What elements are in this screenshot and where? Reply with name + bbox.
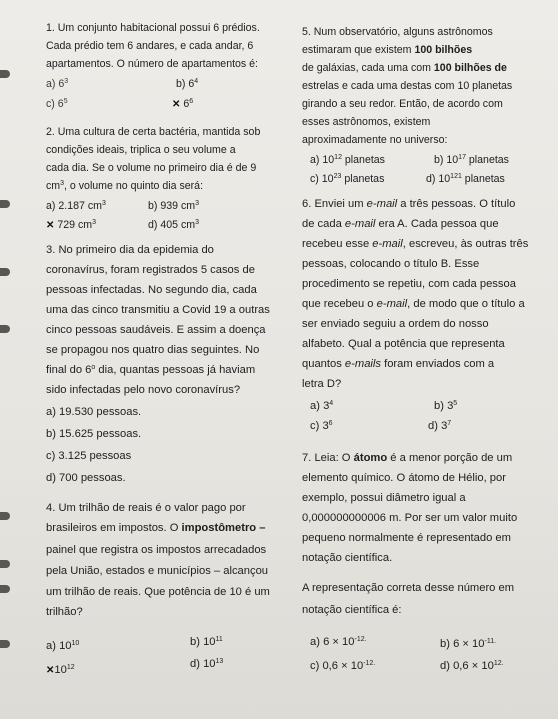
q6-line: recebeu esse e-mail, escreveu, às outras três (302, 238, 529, 250)
q7-line: elemento químico. O átomo de Hélio, por (302, 472, 506, 484)
q4-line: um trilhão de reais. Que potência de 10 é um (46, 586, 270, 598)
q7-option-d[interactable]: d) $0,6 \times 10^{12.}$ (440, 660, 504, 672)
q7-line: notação científica é: (302, 604, 402, 616)
q5-option-b[interactable]: b) $10^{17}$ planetas (434, 154, 509, 166)
q6-line: pessoas, colocando o título B. Esse (302, 258, 480, 270)
answer-check-mark: ✕ (46, 665, 55, 676)
q7-option-a[interactable]: a) $6 \times 10^{-12.}$ (310, 636, 367, 648)
q2-line: cada dia. Se o volume no primeiro dia é de 9 (46, 162, 257, 174)
q3-line: final do 6$^o$ dia, quantas pessoas já haviam (46, 364, 256, 376)
q4-option-a[interactable]: a) $10^{10}$ (46, 640, 80, 652)
q5-option-c[interactable]: c) $10^{23}$ planetas (310, 173, 385, 185)
q7-line: pequeno normalmente é representado em (302, 532, 511, 544)
q6-line: alfabeto. Qual a potência que representa (302, 338, 505, 350)
binder-hole (0, 585, 10, 593)
q6-line: ser enviado seguiu a ordem do nosso (302, 318, 489, 330)
q4-option-d[interactable]: d) $10^{13}$ (190, 658, 224, 670)
q4-option-c[interactable]: $✕10^{12}$ (46, 664, 75, 676)
q2-option-c[interactable]: ✕ 729 $cm^3$ (46, 219, 96, 231)
q5-line: aproximadamente no universo: (302, 134, 448, 146)
q5-option-d[interactable]: d) $10^{121}$ planetas (426, 173, 505, 185)
q1-option-c[interactable]: c) $6^5$ (46, 98, 68, 110)
q6-option-a[interactable]: a) $3^4$ (310, 400, 334, 412)
q4-line: pela União, estados e municípios – alcançou (46, 565, 269, 577)
q3-option-b[interactable]: b) 15.625 pessoas. (46, 428, 142, 440)
q2-line: condições ideais, triplica o seu volume a (46, 144, 236, 156)
q6-option-b[interactable]: b) $3^5$ (434, 400, 458, 412)
q5-option-a[interactable]: a) $10^{12}$ planetas (310, 154, 385, 166)
q4-line: brasileiros em impostos. O impostômetro – (46, 522, 266, 534)
q4-line: trilhão? (46, 606, 83, 618)
binder-holes (0, 0, 14, 719)
q1-option-a[interactable]: a) $6^3$ (46, 78, 69, 90)
q3-line: se propagou nos quatro dias seguintes. No (46, 344, 260, 356)
q7-line: notação científica. (302, 552, 393, 564)
q6-line: que recebeu o e-mail, de modo que o título a (302, 298, 525, 310)
q5-line: girando a seu redor. Então, de acordo com (302, 98, 503, 110)
binder-hole (0, 70, 10, 78)
q7-line: 0,000000000006 m. Por ser um valor muito (302, 512, 518, 524)
binder-hole (0, 268, 10, 276)
q6-option-d[interactable]: d) $3^7$ (428, 420, 452, 432)
q6-line: de cada e-mail era A. Cada pessoa que (302, 218, 499, 230)
q5-line: estimaram que existem 100 bilhões (302, 44, 473, 56)
q7-line: A representação correta desse número em (302, 582, 515, 594)
q2-option-a[interactable]: a) 2.187 $cm^3$ (46, 200, 106, 212)
q1-line: 1. Um conjunto habitacional possui 6 prédios. (46, 22, 260, 34)
q7-line: exemplo, possui diâmetro igual a (302, 492, 466, 504)
q3-option-c[interactable]: c) 3.125 pessoas (46, 450, 132, 462)
q3-line: uma das cinco transmitiu a Covid 19 a outras (46, 304, 270, 316)
q4-line: painel que registra os impostos arrecadados (46, 544, 267, 556)
q1-option-b[interactable]: b) $6^4$ (176, 78, 199, 90)
q2-option-d[interactable]: d) 405 $cm^3$ (148, 219, 200, 231)
binder-hole (0, 325, 10, 333)
q4-option-b[interactable]: b) $10^{11}$ (190, 636, 223, 648)
answer-check-mark: ✕ (46, 220, 55, 231)
answer-check-mark: ✕ (172, 99, 181, 110)
q2-line: $cm^3$, o volume no quinto dia será: (46, 180, 204, 192)
q5-line: 5. Num observatório, alguns astrônomos (302, 26, 493, 38)
q3-option-d[interactable]: d) 700 pessoas. (46, 472, 126, 484)
q3-line: 3. No primeiro dia da epidemia do (46, 244, 214, 256)
q3-line: coronavírus, foram registrados 5 casos de (46, 264, 255, 276)
binder-hole (0, 200, 10, 208)
q1-option-d[interactable]: ✕ $6^6$ (172, 98, 194, 110)
q3-line: cinco pessoas saudáveis. E assim a doença (46, 324, 266, 336)
q3-option-a[interactable]: a) 19.530 pessoas. (46, 406, 142, 418)
binder-hole (0, 640, 10, 648)
q2-line: 2. Uma cultura de certa bactéria, mantida sob (46, 126, 261, 138)
q6-line: letra D? (302, 378, 342, 390)
q6-option-c[interactable]: c) $3^6$ (310, 420, 333, 432)
q1-line: apartamentos. O número de apartamentos é: (46, 58, 258, 70)
binder-hole (0, 512, 10, 520)
q6-line: quantos e-mails foram enviados com a (302, 358, 495, 370)
q5-line: esses astrônomos, existem (302, 116, 431, 128)
q1-line: Cada prédio tem 6 andares, e cada andar, 6 (46, 40, 254, 52)
q2-option-b[interactable]: b) 939 $cm^3$ (148, 200, 200, 212)
q3-line: sido infectadas pelo novo coronavírus? (46, 384, 241, 396)
q5-line: de galáxias, cada uma com 100 bilhões de (302, 62, 507, 74)
q6-line: procedimento se repetiu, com cada pessoa (302, 278, 516, 290)
q6-line: 6. Enviei um e-mail a três pessoas. O título (302, 198, 516, 210)
q3-line: pessoas infectadas. No segundo dia, cada (46, 284, 257, 296)
binder-hole (0, 560, 10, 568)
q7-option-c[interactable]: c) $0,6 \times 10^{-12.}$ (310, 660, 376, 672)
q7-option-b[interactable]: b) $6 \times 10^{-11.}$ (440, 638, 497, 650)
q4-line: 4. Um trilhão de reais é o valor pago por (46, 502, 246, 514)
q5-line: estrelas e cada uma destas com 10 planetas (302, 80, 513, 92)
q7-line: 7. Leia: O átomo é a menor porção de um (302, 452, 513, 464)
